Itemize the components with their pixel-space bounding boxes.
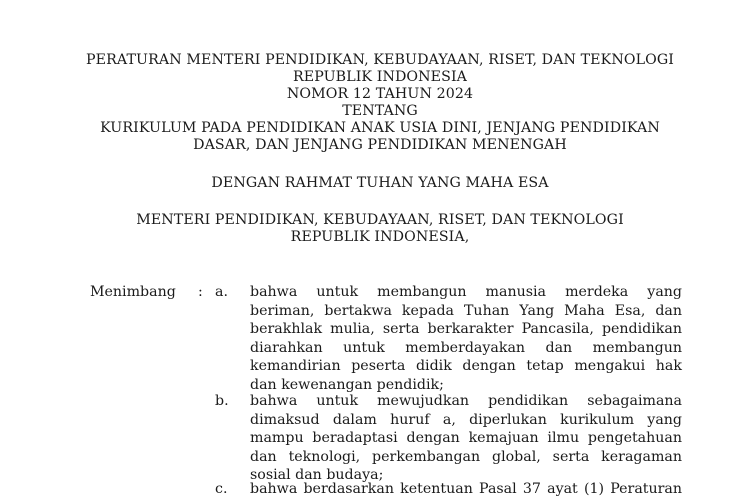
clause-c-letter: c. <box>215 481 228 497</box>
clause-a-line: bahwa untuk membangun manusia merdeka yang <box>250 284 682 300</box>
clause-b-line: mampu beradaptasi dengan kemajuan ilmu pengetahuan <box>250 430 682 447</box>
clause-b-letter: b. <box>215 393 229 409</box>
clause-a-letter: a. <box>215 284 228 300</box>
clause-b-line: dan teknologi, perkembangan global, serta keragaman <box>250 448 682 465</box>
clause-a-line: berakhlak mulia, serta berkarakter Pancasila, pendidikan <box>250 321 682 338</box>
regulation-title-line-2: REPUBLIK INDONESIA <box>292 69 468 85</box>
considering-label: Menimbang <box>90 284 176 300</box>
considering-colon: : <box>198 284 203 300</box>
clause-a-line: diarahkan untuk memberdayakan dan membangun <box>250 339 682 356</box>
clause-c-text <box>250 480 682 499</box>
blessing-line: DENGAN RAHMAT TUHAN YANG MAHA ESA <box>211 175 549 191</box>
regulation-subject-line-2: DASAR, DAN JENJANG PENDIDIKAN MENENGAH <box>193 137 567 153</box>
clause-a-text <box>250 283 682 395</box>
clause-b-line: sosial dan budaya; <box>250 467 384 484</box>
clause-a-line: dan kewenangan pendidik; <box>250 376 444 393</box>
regulation-subject-line-1: KURIKULUM PADA PENDIDIKAN ANAK USIA DINI, JENJANG PENDIDIKAN <box>100 120 660 136</box>
minister-line-1: MENTERI PENDIDIKAN, KEBUDAYAAN, RISET, DAN TEKNOLOGI <box>136 212 624 228</box>
regulation-number: NOMOR 12 TAHUN 2024 <box>286 86 474 102</box>
clause-b-line: bahwa untuk mewujudkan pendidikan sebagaimana <box>250 393 682 409</box>
regulation-title-line-1: PERATURAN MENTERI PENDIDIKAN, KEBUDAYAAN, RISET, DAN TEKNOLOGI <box>86 52 674 68</box>
clause-b-text <box>250 392 682 485</box>
clause-c-line: bahwa berdasarkan ketentuan Pasal 37 ayat (1) Peraturan <box>250 481 682 497</box>
clause-b-line: dimaksud dalam huruf a, diperlukan kurikulum yang <box>250 411 682 428</box>
minister-line-2: REPUBLIK INDONESIA, <box>290 229 470 245</box>
clause-a-line: kemandirian peserta didik dengan tetap mengakui hak <box>250 358 682 375</box>
regulation-about: TENTANG <box>342 103 418 119</box>
clause-a-line: beriman, bertakwa kepada Tuhan Yang Maha Esa, dan <box>250 302 682 319</box>
